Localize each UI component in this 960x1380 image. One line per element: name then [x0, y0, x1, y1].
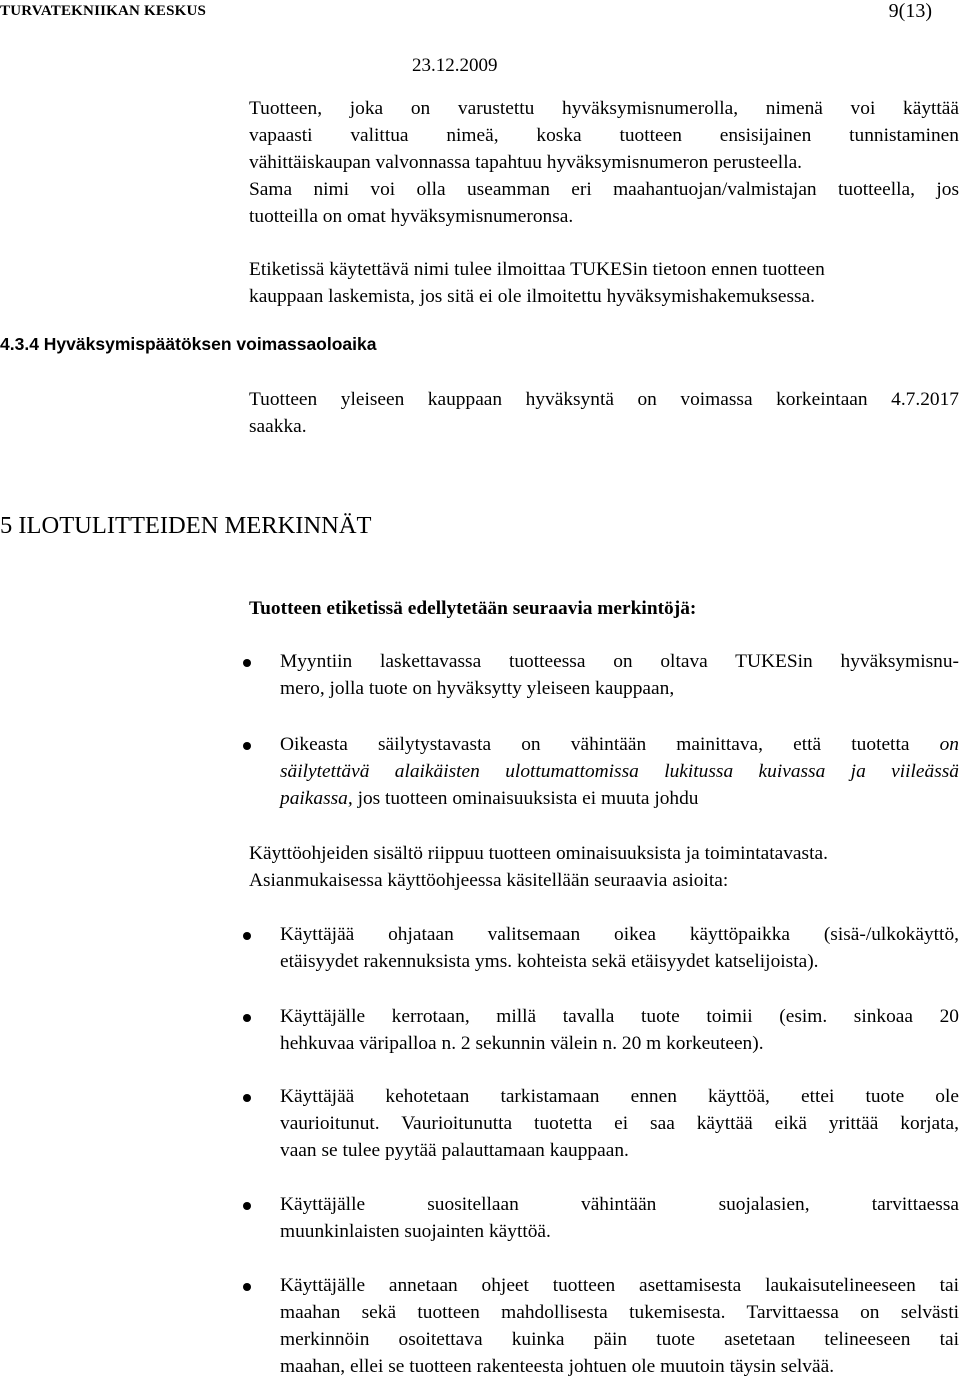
paragraph-validity — [249, 386, 959, 440]
text-line: Etiketissä käytettävä nimi tulee ilmoittaa TUKESin tietoon ennen tuotteen — [249, 259, 825, 280]
text-line: Käyttäjää ohjataan valitsemaan oikea käyttöpaikka (sisä-/ulkokäyttö, — [280, 924, 959, 945]
text-line: mero, jolla tuote on hyväksytty yleiseen kauppaan, — [280, 678, 675, 699]
text-line: Käyttäjälle annetaan ohjeet tuotteen asettamisesta laukaisutelineeseen tai — [280, 1275, 959, 1296]
list-item — [280, 731, 959, 812]
bullet-icon — [243, 659, 251, 667]
emphasis-text: paikassa, — [280, 788, 353, 809]
text-line: Käyttäjälle kerrotaan, millä tavalla tuote toimii (esim. sinkoaa 20 — [280, 1006, 959, 1027]
bullet-icon — [243, 1202, 251, 1210]
text-line: Tuotteen yleiseen kauppaan hyväksyntä on voimassa korkeintaan 4.7.2017 — [249, 389, 959, 410]
bullet-icon — [243, 1014, 251, 1022]
emphasis-text: säilytettävä alaikäisten ulottumattomissa lukitussa kuivassa ja viileässä — [280, 761, 959, 782]
bullet-icon — [243, 1283, 251, 1291]
section-heading-5: 5 ILOTULITTEIDEN MERKINNÄT — [0, 512, 372, 539]
text-line: kauppaan laskemista, jos sitä ei ole ilmoitettu hyväksymishakemuksessa. — [249, 286, 815, 307]
text-line: vapaasti valittua nimeä, koska tuotteen ensisijainen tunnistaminen — [249, 125, 959, 146]
text-segment: Oikeasta säilytystavasta on vähintään mainittava, että tuotetta — [280, 734, 910, 755]
text-line: Käyttäjää kehotetaan tarkistamaan ennen käyttöä, ettei tuote ole — [280, 1086, 959, 1107]
text-line: merkinnöin osoitettava kuinka päin tuote asetetaan telineeseen tai — [280, 1329, 959, 1350]
text-line: vaan se tulee pyytää palauttamaan kauppaan. — [280, 1140, 629, 1161]
list-item — [280, 1191, 959, 1245]
list-item — [280, 1083, 959, 1164]
page-number: 9(13) — [888, 0, 932, 22]
list-item — [280, 921, 959, 975]
text-line: Asianmukaisessa käyttöohjeessa käsitellään seuraavia asioita: — [249, 870, 729, 891]
text-line: Käyttöohjeiden sisältö riippuu tuotteen ominaisuuksista ja toimintatavasta. — [249, 843, 828, 864]
text-line: Käyttäjälle suositellaan vähintään suojalasien, tarvittaessa — [280, 1194, 959, 1215]
emphasis-text: on — [939, 734, 959, 755]
text-line: vaurioitunut. Vaurioitunutta tuotetta ei saa käyttää eikä yrittää korjata, — [280, 1113, 959, 1134]
text-line — [280, 731, 959, 758]
list-item — [280, 648, 959, 702]
text-line: saakka. — [249, 416, 307, 437]
text-line: muunkinlaisten suojainten käyttöä. — [280, 1221, 551, 1242]
text-line: Myyntiin laskettavassa tuotteessa on oltava TUKESin hyväksymisnu- — [280, 651, 959, 672]
paragraph-product-name — [249, 95, 959, 230]
text-line: maahan, ellei se tuotteen rakenteesta johtuen ole muutoin täysin selvää. — [280, 1356, 835, 1377]
text-line: vähittäiskaupan valvonnassa tapahtuu hyväksymisnumeron perusteella. — [249, 152, 803, 173]
text-line: hehkuvaa väripalloa n. 2 sekunnin välein n. 20 m korkeuteen). — [280, 1033, 764, 1054]
section-heading-434: 4.3.4 Hyväksymispäätöksen voimassaoloaika — [0, 334, 377, 354]
organization-name: TURVATEKNIIKAN KESKUS — [0, 3, 207, 19]
text-line: tuotteilla on omat hyväksymisnumeronsa. — [249, 206, 574, 227]
list-item — [280, 1272, 959, 1380]
text-line: etäisyydet rakennuksista yms. kohteista sekä etäisyydet katselijoista). — [280, 951, 819, 972]
document-date: 23.12.2009 — [412, 55, 498, 76]
text-line: Tuotteen, joka on varustettu hyväksymisnumerolla, nimenä voi käyttää — [249, 98, 959, 119]
list-item — [280, 1003, 959, 1057]
bullet-icon — [243, 1094, 251, 1102]
text-line — [280, 758, 959, 785]
bullet-icon — [243, 742, 251, 750]
text-line — [280, 785, 959, 812]
text-line: maahan sekä tuotteen mahdollisesta tukemisesta. Tarvittaessa on selvästi — [280, 1302, 959, 1323]
paragraph-instructions — [249, 840, 959, 894]
bullet-icon — [243, 932, 251, 940]
text-segment: jos tuotteen ominaisuuksista ei muuta johdu — [352, 788, 699, 809]
paragraph-label-name — [249, 256, 959, 310]
text-line: Sama nimi voi olla useamman eri maahantuojan/valmistajan tuotteella, jos — [249, 179, 959, 200]
labeling-intro: Tuotteen etiketissä edellytetään seuraavia merkintöjä: — [249, 598, 697, 619]
